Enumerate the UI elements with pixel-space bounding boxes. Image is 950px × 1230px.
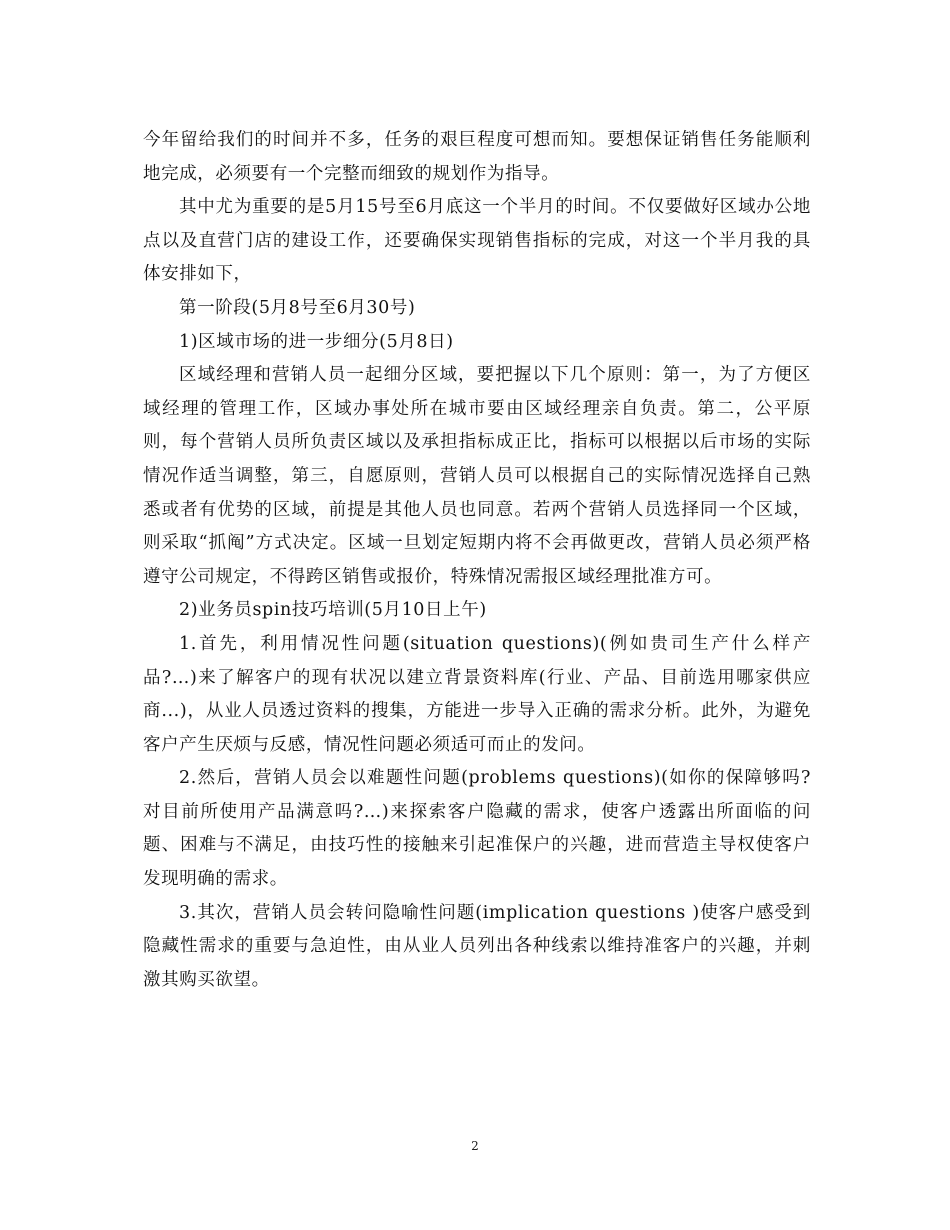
paragraph-implication-questions: 3.其次，营销人员会转问隐喻性问题(implication questions )使客户感受到隐藏性需求的重要与急迫性，由从业人员列出各种线索以维持准客户的兴趣，并刺激其购买欲望。 (143, 902, 811, 990)
paragraph-intro: 今年留给我们的时间并不多，任务的艰巨程度可想而知。要想保证销售任务能顺利地完成，必须要有一个完整而细致的规划作为指导。 (143, 130, 811, 184)
page-number: 2 (471, 1139, 479, 1153)
heading-market-segmentation: 1)区域市场的进一步细分(5月8日) (179, 331, 454, 352)
paragraph-segmentation-principles: 区域经理和营销人员一起细分区域，要把握以下几个原则：第一，为了方便区域经理的管理工作，区域办事处所在城市要由区域经理亲自负责。第二，公平原则，每个营销人员所负责区域以及承担指标成正比，指标可以根据以后市场的实际情况作适当调整，第三，自愿原则，营销人员可以根据自己的实际情况选择自己熟悉或者有优势的区域，前提是其他人员也同意。若两个营销人员选择同一个区域，则采取“抓阄”方式决定。区域一旦划定短期内将不会再做更改，营销人员必须严格遵守公司规定，不得跨区销售或报价，特殊情况需报区域经理批准方可。 (143, 365, 811, 587)
document-body (143, 124, 811, 997)
paragraph-schedule-overview: 其中尤为重要的是5月15号至6月底这一个半月的时间。不仅要做好区域办公地点以及直营门店的建设工作，还要确保实现销售指标的完成，对这一个半月我的具体安排如下， (143, 197, 811, 285)
paragraph-problem-questions: 2.然后，营销人员会以难题性问题(problems questions)(如你的保障够吗?对目前所使用产品满意吗?…)来探索客户隐藏的需求，使客户透露出所面临的问题、困难与不满足，由技巧性的接触来引起准保户的兴趣，进而营造主导权使客户发现明确的需求。 (143, 768, 811, 890)
paragraph-situation-questions: 1.首先，利用情况性问题(situation questions)(例如贵司生产什么样产品?…)来了解客户的现有状况以建立背景资料库(行业、产品、目前选用哪家供应商...)，从业人员透过资料的搜集，方能进一步导入正确的需求分析。此外，为避免客户产生厌烦与反感，情况性问题必须适可而止的发问。 (143, 633, 811, 755)
heading-spin-training: 2)业务员spin技巧培训(5月10日上午) (179, 600, 487, 621)
heading-phase-one: 第一阶段(5月8号至6月30号) (179, 297, 416, 318)
